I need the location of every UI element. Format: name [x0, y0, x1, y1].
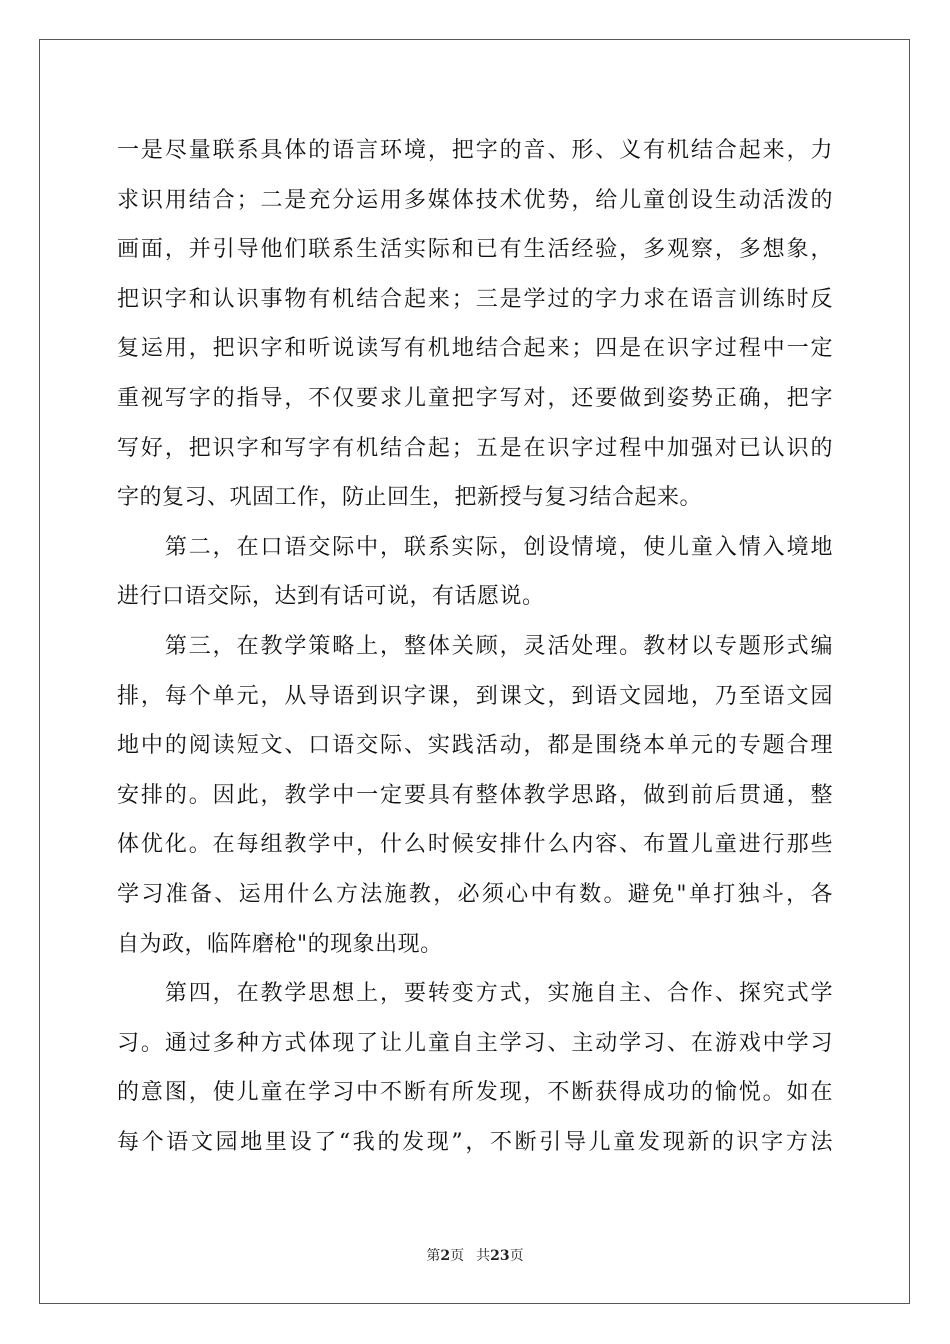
total-page-number: 23 — [490, 1248, 510, 1264]
text-line: 进行口语交际，达到有话可说，有话愿说。 — [117, 584, 545, 610]
text-line: 把识字和认识事物有机结合起来；三是学过的字力求在语言训练时反 — [117, 286, 833, 312]
text-line: 复运用，把识字和听说读写有机地结合起来；四是在识字过程中一定 — [117, 336, 833, 362]
total-pages-indicator: 共23页 — [476, 1248, 524, 1264]
text-line: 安排的。因此，教学中一定要具有整体教学思路，做到前后贯通，整 — [117, 782, 833, 808]
text-line: 字的复习、巩固工作，防止回生，把新授与复习结合起来。 — [117, 485, 703, 511]
text-line: 学习准备、运用什么方法施教，必须心中有数。避免"单打独斗，各 — [117, 881, 833, 907]
text-line: 第三，在教学策略上，整体关顾，灵活处理。教材以专题形式编 — [117, 633, 833, 659]
page-footer — [0, 1246, 950, 1266]
text-line: 地中的阅读短文、口语交际、实践活动，都是围绕本单元的专题合理 — [117, 733, 833, 759]
text-line: 每个语文园地里设了“我的发现”，不断引导儿童发现新的识字方法 — [117, 1129, 833, 1155]
text-line: 自为政，临阵磨枪"的现象出现。 — [117, 931, 443, 957]
text-line: 排，每个单元，从导语到识字课，到课文，到语文园地，乃至语文园 — [117, 683, 833, 709]
text-line: 体优化。在每组教学中，什么时候安排什么内容、布置儿童进行那些 — [117, 832, 833, 858]
text-line: 一是尽量联系具体的语言环境，把字的音、形、义有机结合起来，力 — [117, 138, 833, 163]
text-line: 第四，在教学思想上，要转变方式，实施自主、合作、探究式学 — [117, 981, 833, 1007]
text-line: 求识用结合；二是充分运用多媒体技术优势，给儿童创设生动活泼的 — [117, 187, 833, 213]
text-line: 习。通过多种方式体现了让儿童自主学习、主动学习、在游戏中学习 — [117, 1030, 833, 1056]
document-body — [117, 126, 833, 1167]
text-line: 第二，在口语交际中，联系实际，创设情境，使儿童入情入境地 — [117, 534, 833, 560]
text-line: 写好，把识字和写字有机结合起；五是在识字过程中加强对已认识的 — [117, 435, 833, 461]
text-line: 画面，并引导他们联系生活实际和已有生活经验，多观察，多想象， — [117, 237, 833, 263]
text-line: 的意图，使儿童在学习中不断有所发现，不断获得成功的愉悦。如在 — [117, 1080, 833, 1106]
current-page-number: 2 — [440, 1248, 451, 1264]
page-indicator: 第2页 — [426, 1248, 465, 1264]
text-line: 重视写字的指导，不仅要求儿童把字写对，还要做到姿势正确，把字 — [117, 385, 833, 411]
